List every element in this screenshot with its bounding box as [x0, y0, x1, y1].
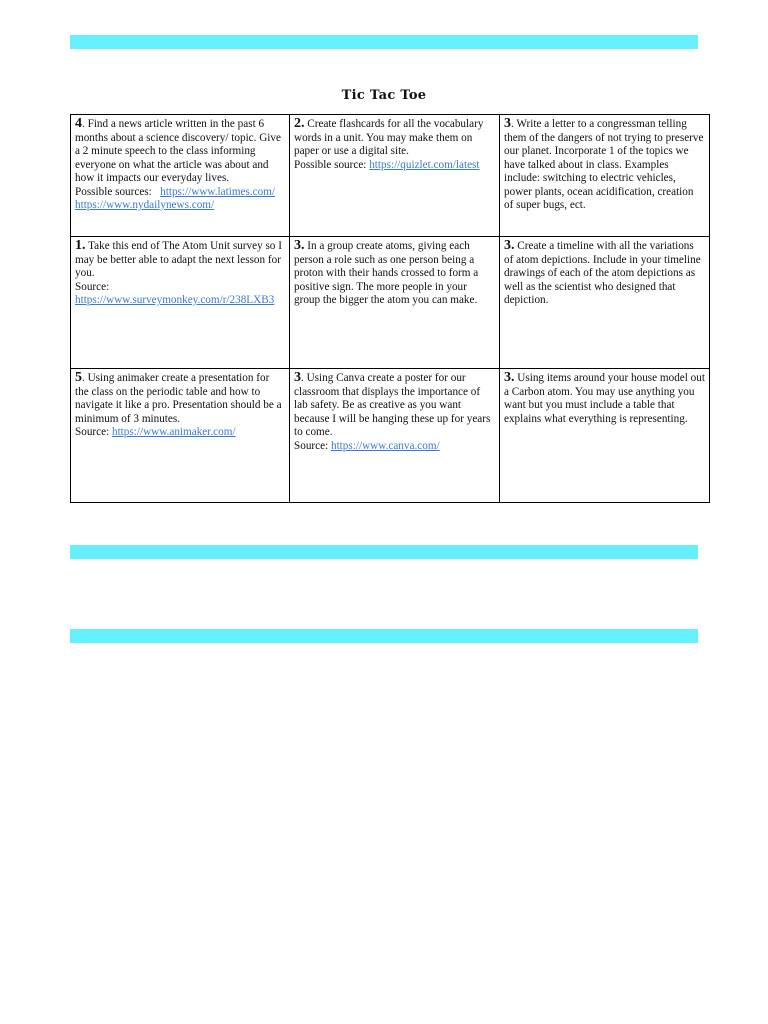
grid-cell-1-2 — [290, 115, 500, 237]
cell-text: Take this end of The Atom Unit survey so I may be better able to adapt the next lesson for you. — [75, 240, 282, 279]
surveymonkey-link[interactable]: https://www.surveymonkey.com/r/238LXB3 — [75, 294, 275, 306]
source-label: Possible sources: — [75, 185, 152, 198]
source-label: Source: — [294, 439, 329, 452]
grid-cell-2-2 — [290, 237, 500, 369]
cell-number: 3 — [504, 116, 511, 131]
top-accent-bar — [70, 35, 698, 49]
tic-tac-toe-grid — [70, 114, 710, 503]
cell-number: 5 — [75, 370, 82, 385]
grid-row-2 — [71, 237, 710, 369]
page-title: Tic Tac Toe — [341, 88, 427, 103]
cell-text: . Write a letter to a congressman telling them of the dangers of not trying to preserve our planet. Incorporate 1 of the topics we have talked about in class. Examples include: switching to electric vehicles, power plants, ocean acidification, creation of super bugs, ect. — [504, 118, 704, 211]
cell-number: 3. — [504, 370, 515, 385]
grid-cell-2-1 — [71, 237, 290, 369]
source-label: Source: — [75, 280, 110, 293]
canva-link[interactable]: https://www.canva.com/ — [330, 439, 440, 452]
grid-cell-3-1 — [71, 369, 290, 503]
cell-text: In a group create atoms, giving each person a role such as one person being a proton with their hands crossed to form a positive sign. The more people in your group the bigger the atom you can make. — [294, 240, 479, 306]
cell-number: 3. — [504, 238, 515, 253]
latimes-link[interactable]: https://www.latimes.com/ — [160, 185, 276, 198]
animaker-link[interactable]: https://www.animaker.com/ — [111, 426, 236, 438]
cell-text: Using items around your house model out a Carbon atom. You may use anything you want but you must include a table that explains what everything is representing. — [504, 372, 705, 425]
cell-number: 4 — [75, 116, 82, 131]
lower-accent-bar — [70, 629, 698, 643]
cell-text: Create a timeline with all the variations of atom depictions. Include in your timeline drawings of each of the atom depictions as well as the scientist who designed that depiction. — [504, 240, 701, 306]
cell-number: 2. — [294, 116, 305, 131]
grid-cell-3-2 — [290, 369, 500, 503]
quizlet-link[interactable]: https://quizlet.com/latest — [369, 158, 480, 171]
grid-row-3 — [71, 369, 710, 503]
middle-accent-bar — [70, 545, 698, 559]
cell-number: 3. — [294, 238, 305, 253]
grid-cell-1-1 — [71, 115, 290, 237]
cell-text: . Using animaker create a presentation for the class on the periodic table and how to navigate it like a pro. Presentation should be a minimum of 3 minutes. — [75, 372, 282, 425]
grid-cell-1-3 — [500, 115, 710, 237]
grid-row-1 — [71, 115, 710, 237]
grid-cell-2-3 — [500, 237, 710, 369]
source-label: Possible source: — [294, 158, 367, 171]
cell-text: . Using Canva create a poster for our classroom that displays the importance of lab safety. Be as creative as you want because I will be hanging these up for years to come. — [294, 372, 491, 438]
cell-text: Create flashcards for all the vocabulary words in a unit. You may make them on paper or use a digital site. — [294, 118, 484, 157]
source-label: Source: — [75, 426, 110, 438]
cell-number: 1. — [75, 238, 86, 253]
nydailynews-link[interactable]: https://www.nydailynews.com/ — [75, 199, 215, 211]
grid-cell-3-3 — [500, 369, 710, 503]
cell-text: . Find a news article written in the past 6 months about a science discovery/ topic. Give a 2 minute speech to the class informing everyone on what the article was about and how it impacts our everyday lives. — [75, 118, 281, 184]
cell-number: 3 — [294, 370, 301, 385]
